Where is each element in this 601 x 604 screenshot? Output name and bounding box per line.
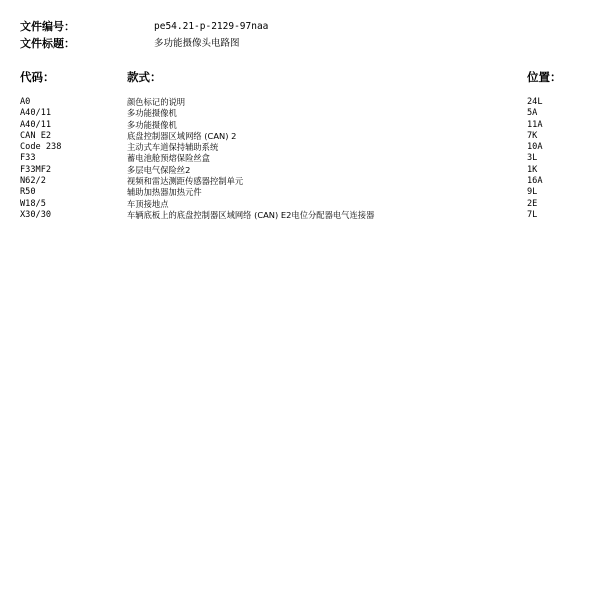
row-position: 5A (527, 108, 538, 119)
row-description: 颜色标记的说明 (127, 97, 186, 107)
row-position: 16A (527, 176, 543, 187)
row-position: 7K (527, 130, 538, 141)
row-position: 10A (527, 142, 543, 153)
row-code: N62/2 (20, 176, 46, 187)
table-row (0, 97, 601, 108)
row-code: F33 (20, 153, 36, 164)
column-header-position: 位置： (527, 70, 562, 84)
table-row (0, 153, 601, 164)
row-code: A40/11 (20, 119, 52, 130)
row-code: A40/11 (20, 108, 52, 119)
row-description: 车顶接地点 (127, 198, 169, 209)
row-code: F33MF2 (20, 164, 52, 175)
column-header-style: 款式： (127, 70, 162, 84)
row-description: 多层电气保险丝2 (127, 164, 191, 175)
row-position: 3L (527, 153, 538, 164)
table-row (0, 131, 601, 142)
row-position: 11A (527, 119, 543, 130)
column-header-code: 代码： (20, 70, 55, 84)
row-description: 多功能摄像机 (127, 119, 177, 130)
doc-title-value: 多功能摄像头电路图 (154, 38, 240, 49)
row-position: 2E (527, 198, 538, 209)
row-description: 主动式车道保持辅助系统 (127, 142, 219, 153)
row-code: CAN E2 (20, 130, 52, 141)
row-code: W18/5 (20, 198, 46, 209)
table-row (0, 108, 601, 119)
row-description: 辅助加热器加热元件 (127, 187, 202, 198)
row-description: 蓄电池舱预熔保险丝盒 (127, 153, 210, 164)
doc-title-label: 文件标题： (20, 37, 75, 50)
row-description: 底盘控制器区域网络 (CAN) 2 (127, 130, 237, 141)
row-description: 车辆底板上的底盘控制器区域网络 (CAN) E2电位分配器电气连接器 (127, 209, 375, 220)
doc-number-value: pe54.21-p-2129-97naa (154, 21, 269, 32)
row-description: 多功能摄像机 (127, 108, 177, 119)
row-position: 1K (527, 164, 538, 175)
table-row (0, 199, 601, 210)
row-code: Code 238 (20, 142, 62, 153)
table-row (0, 165, 601, 176)
legend-table (0, 97, 601, 221)
row-code: A0 (20, 97, 31, 107)
row-description: 视频和雷达测距传感器控制单元 (127, 176, 244, 187)
table-row (0, 120, 601, 131)
doc-number-label: 文件编号： (20, 20, 75, 33)
table-row (0, 210, 601, 221)
table-row (0, 187, 601, 198)
table-row (0, 176, 601, 187)
row-code: X30/30 (20, 209, 52, 220)
row-position: 9L (527, 187, 538, 198)
row-position: 24L (527, 97, 543, 107)
table-row (0, 142, 601, 153)
row-position: 7L (527, 209, 538, 220)
row-code: R50 (20, 187, 36, 198)
